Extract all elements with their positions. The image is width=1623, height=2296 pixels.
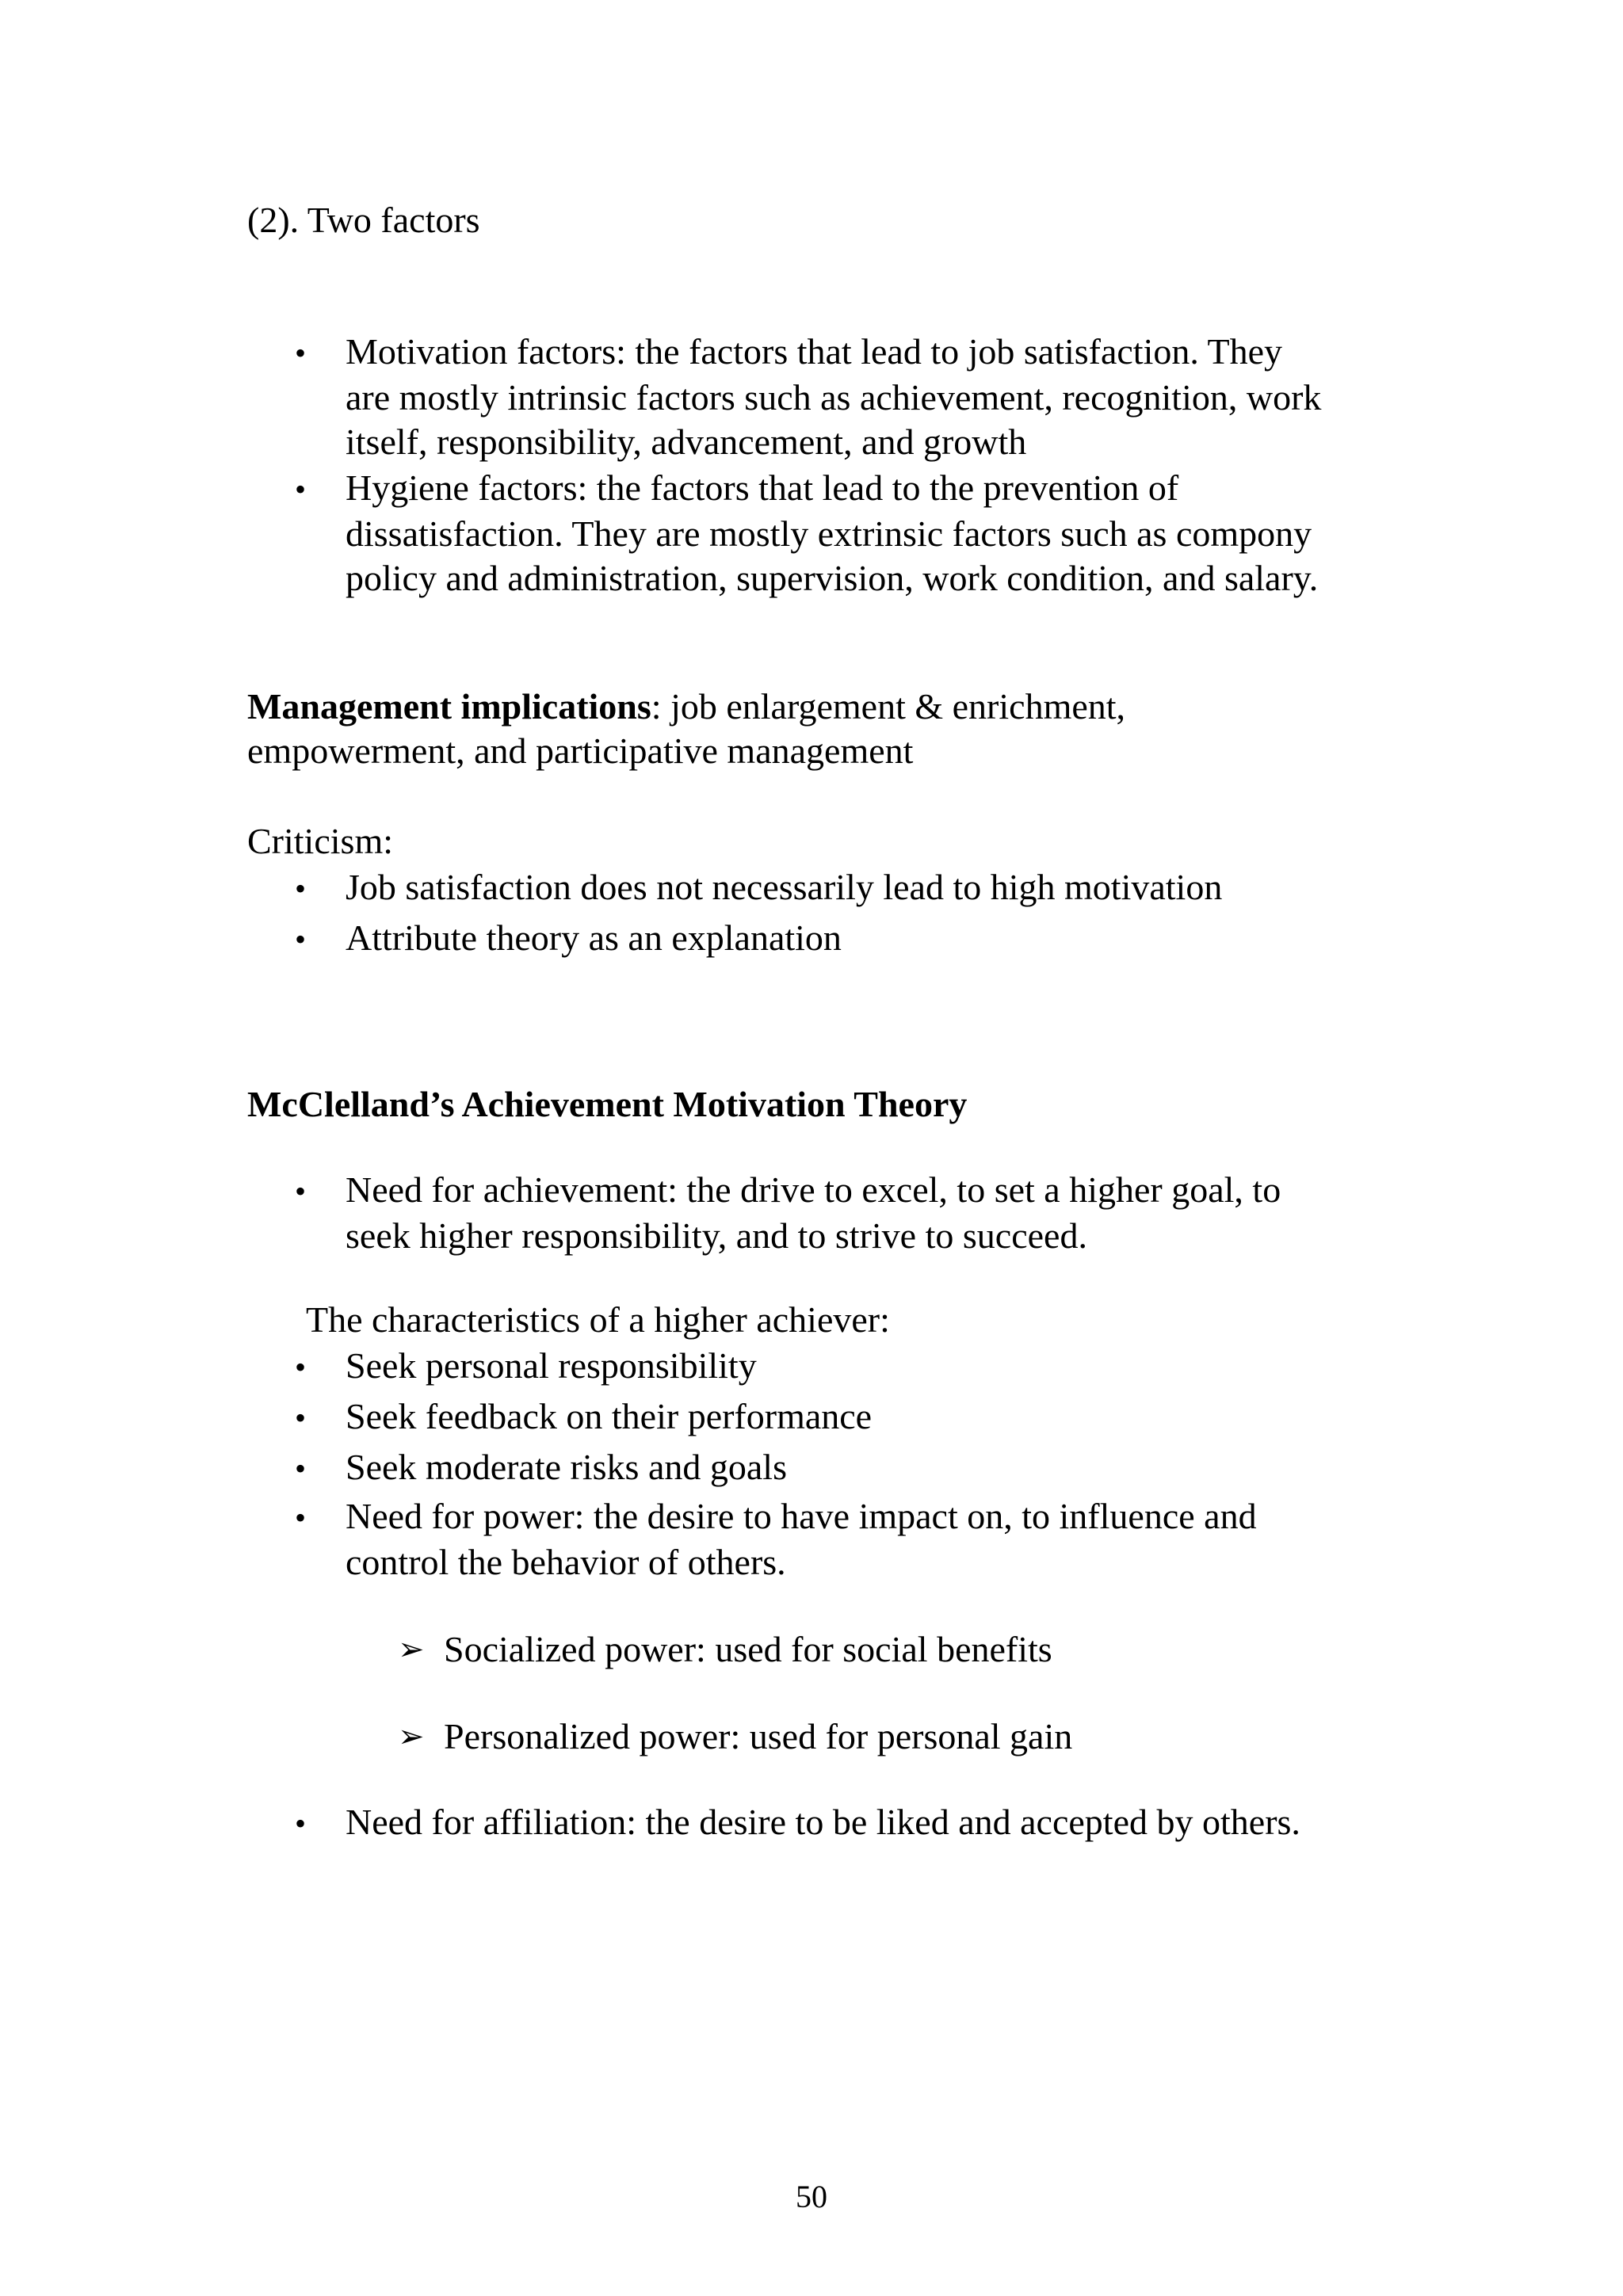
management-implications-line-1 — [247, 685, 1125, 729]
power-line-1: Need for power: the desire to have impact on, to influence and — [346, 1496, 1257, 1536]
characteristic-item-2: Seek feedback on their performance — [346, 1396, 873, 1436]
bullet-icon: • — [295, 1349, 307, 1385]
achievement-line-1: Need for achievement: the drive to excel, to set a higher goal, to — [346, 1169, 1281, 1210]
hygiene-factors-line-2: dissatisfaction. They are mostly extrinsic factors such as compony — [346, 513, 1312, 554]
management-implications-label: Management implications — [247, 686, 651, 727]
management-implications-text: : job enlargement & enrichment, — [651, 686, 1126, 727]
criticism-item-1: Job satisfaction does not necessarily lead to high motivation — [346, 867, 1223, 907]
hygiene-factors-line-3: policy and administration, supervision, work condition, and salary. — [346, 558, 1319, 598]
power-line-2: control the behavior of others. — [346, 1542, 786, 1582]
motivation-factors-line-2: are mostly intrinsic factors such as achievement, recognition, work — [346, 377, 1322, 418]
arrow-bullet-icon: ➢ — [398, 1718, 425, 1754]
motivation-factors-line-1: Motivation factors: the factors that lead to job satisfaction. They — [346, 331, 1283, 372]
bullet-icon: • — [295, 471, 307, 507]
arrow-bullet-icon: ➢ — [398, 1631, 425, 1667]
bullet-icon: • — [295, 1400, 307, 1436]
criticism-label: Criticism: — [247, 821, 393, 861]
bullet-icon: • — [295, 871, 307, 906]
mcclelland-heading: McClelland’s Achievement Motivation Theory — [247, 1084, 968, 1124]
motivation-factors-line-3: itself, responsibility, advancement, and growth — [346, 421, 1027, 462]
hygiene-factors-line-1: Hygiene factors: the factors that lead to the prevention of — [346, 467, 1179, 508]
characteristic-item-1: Seek personal responsibility — [346, 1345, 757, 1386]
characteristics-intro: The characteristics of a higher achiever: — [306, 1299, 890, 1340]
personalized-power: Personalized power: used for personal gain — [444, 1716, 1073, 1756]
bullet-icon: • — [295, 1806, 307, 1841]
bullet-icon: • — [295, 921, 307, 957]
socialized-power: Socialized power: used for social benefits — [444, 1629, 1052, 1669]
page-number: 50 — [796, 2179, 827, 2214]
achievement-line-2: seek higher responsibility, and to strive to succeed. — [346, 1215, 1087, 1256]
bullet-icon: • — [295, 1451, 307, 1486]
criticism-item-2: Attribute theory as an explanation — [346, 917, 842, 958]
bullet-icon: • — [295, 335, 307, 371]
bullet-icon: • — [295, 1173, 307, 1209]
affiliation-line: Need for affiliation: the desire to be liked and accepted by others. — [346, 1802, 1300, 1842]
section-title: (2). Two factors — [247, 200, 480, 240]
bullet-icon: • — [295, 1500, 307, 1535]
management-implications-line-2: empowerment, and participative management — [247, 730, 914, 771]
characteristic-item-3: Seek moderate risks and goals — [346, 1447, 787, 1487]
